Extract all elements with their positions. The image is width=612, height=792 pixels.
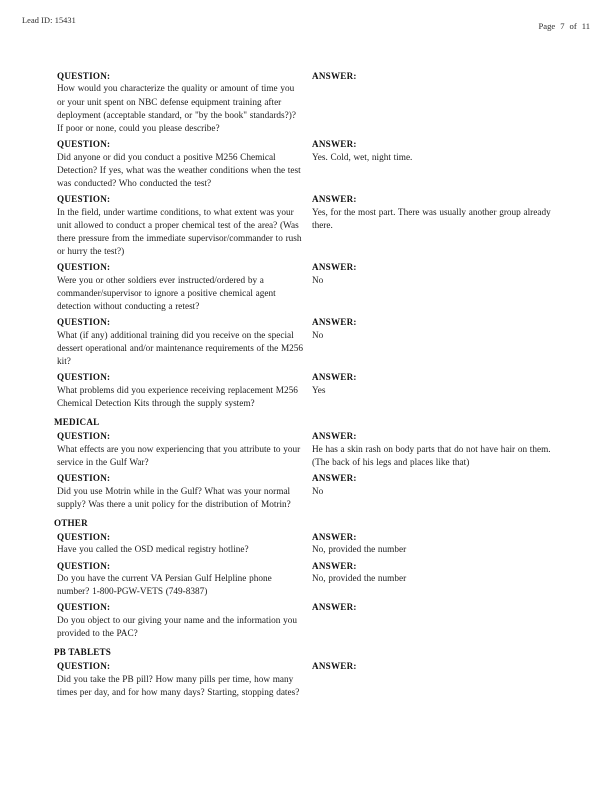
qa-row bbox=[57, 261, 557, 314]
answer-cell bbox=[312, 560, 557, 587]
answer-label: ANSWER: bbox=[312, 431, 357, 442]
answer-text: Yes, for the most part. There was usually another group already there. bbox=[312, 207, 551, 231]
answer-label: ANSWER: bbox=[312, 71, 357, 81]
question-label: QUESTION: bbox=[57, 602, 111, 613]
question-text: What (if any) additional training did you receive on the special dessert operational and/or maintenance requirements of the M256 kit? bbox=[57, 330, 304, 368]
answer-cell bbox=[312, 472, 557, 499]
question-label: QUESTION: bbox=[57, 262, 111, 273]
qa-row bbox=[57, 316, 557, 369]
answer-cell bbox=[312, 193, 557, 233]
answer-cell bbox=[312, 601, 557, 614]
question-cell bbox=[57, 472, 312, 512]
answer-cell bbox=[312, 430, 557, 470]
answer-label: ANSWER: bbox=[312, 139, 357, 150]
question-cell bbox=[57, 70, 312, 136]
question-cell bbox=[57, 193, 312, 259]
answer-text: No, provided the number bbox=[312, 545, 407, 556]
question-label: QUESTION: bbox=[57, 139, 111, 150]
page-number bbox=[539, 21, 590, 31]
answer-text: Yes bbox=[312, 385, 326, 396]
answer-label: ANSWER: bbox=[312, 560, 357, 571]
section-heading: MEDICAL bbox=[54, 417, 100, 428]
question-text: How would you characterize the quality or amount of time you or your unit spent on NBC defense equipment training after deployment (acceptable standard, or "by the book" standards?)? If poor or none, could you please describe? bbox=[57, 84, 296, 135]
questionnaire-body bbox=[54, 70, 557, 700]
answer-cell bbox=[312, 660, 557, 673]
qa-row bbox=[57, 70, 557, 136]
question-label: QUESTION: bbox=[57, 473, 111, 484]
qa-row bbox=[57, 472, 557, 512]
answer-label: ANSWER: bbox=[312, 194, 357, 205]
question-cell bbox=[57, 371, 312, 411]
question-label: QUESTION: bbox=[57, 560, 111, 571]
answer-label: ANSWER: bbox=[312, 602, 357, 613]
answer-cell bbox=[312, 138, 557, 165]
question-label: QUESTION: bbox=[57, 531, 111, 542]
question-cell bbox=[57, 531, 312, 558]
qa-row bbox=[57, 660, 557, 700]
page-number-of: of bbox=[569, 21, 577, 31]
question-text: Did you take the PB pill? How many pills per time, how many times per day, and for how many days? Starting, stopping dates? bbox=[57, 674, 300, 698]
question-label: QUESTION: bbox=[57, 71, 111, 81]
question-cell bbox=[57, 660, 312, 700]
section-heading: OTHER bbox=[54, 517, 88, 528]
answer-label: ANSWER: bbox=[312, 473, 357, 484]
question-label: QUESTION: bbox=[57, 661, 111, 672]
qa-row bbox=[57, 138, 557, 191]
question-label: QUESTION: bbox=[57, 431, 111, 442]
question-text: Did you use Motrin while in the Gulf? What was your normal supply? Was there a unit policy for the distribution of Motrin? bbox=[57, 486, 291, 510]
question-cell bbox=[57, 430, 312, 470]
qa-row bbox=[57, 560, 557, 600]
qa-row bbox=[57, 430, 557, 470]
answer-text: No bbox=[312, 486, 324, 497]
qa-row bbox=[57, 193, 557, 259]
lead-id: Lead ID: 15431 bbox=[22, 16, 76, 25]
question-label: QUESTION: bbox=[57, 317, 111, 328]
question-text: Do you have the current VA Persian Gulf Helpline phone number? 1-800-PGW-VETS (749-8387) bbox=[57, 573, 272, 598]
answer-text: Yes. Cold, wet, night time. bbox=[312, 152, 413, 163]
qa-row bbox=[57, 371, 557, 411]
question-text: What effects are you now experiencing that you attribute to your service in the Gulf War? bbox=[57, 444, 301, 468]
answer-cell bbox=[312, 531, 557, 558]
answer-label: ANSWER: bbox=[312, 372, 357, 383]
question-cell bbox=[57, 261, 312, 314]
question-label: QUESTION: bbox=[57, 194, 111, 205]
answer-cell bbox=[312, 70, 557, 83]
answer-label: ANSWER: bbox=[312, 317, 357, 328]
answer-text: No bbox=[312, 330, 324, 341]
answer-cell bbox=[312, 316, 557, 343]
question-cell bbox=[57, 601, 312, 641]
question-label: QUESTION: bbox=[57, 372, 111, 383]
question-text: In the field, under wartime conditions, to what extent was your unit allowed to conduct a proper chemical test of the area? (Was there pressure from the immediate supervisor/commander to rush or hurry the test?) bbox=[57, 207, 302, 258]
question-text: Do you object to our giving your name and the information you provided to the PAC? bbox=[57, 615, 297, 639]
qa-row bbox=[57, 531, 557, 558]
answer-text: No, provided the number bbox=[312, 573, 407, 584]
section-heading: PB TABLETS bbox=[54, 647, 112, 658]
page-header bbox=[0, 16, 612, 34]
answer-label: ANSWER: bbox=[312, 262, 357, 273]
answer-label: ANSWER: bbox=[312, 661, 357, 672]
answer-cell bbox=[312, 261, 557, 288]
question-cell bbox=[57, 560, 312, 600]
page-number-total: 11 bbox=[581, 21, 590, 31]
page-number-word: Page bbox=[538, 21, 556, 31]
question-text: What problems did you experience receiving replacement M256 Chemical Detection Kits through the supply system? bbox=[57, 385, 298, 410]
page-number-current: 7 bbox=[560, 21, 565, 31]
question-text: Were you or other soldiers ever instructed/ordered by a commander/supervisor to ignore a positive chemical agent detection without conducting a retest? bbox=[57, 275, 276, 313]
question-text: Have you called the OSD medical registry hotline? bbox=[57, 545, 249, 556]
answer-text: No bbox=[312, 275, 324, 286]
answer-text: He has a skin rash on body parts that do not have hair on them. (The back of his legs and places like that) bbox=[312, 444, 551, 468]
qa-row bbox=[57, 601, 557, 641]
question-cell bbox=[57, 138, 312, 191]
answer-cell bbox=[312, 371, 557, 398]
question-text: Did anyone or did you conduct a positive M256 Chemical Detection? If yes, what was the weather conditions when the test was conducted? Who conducted the test? bbox=[57, 152, 301, 190]
answer-label: ANSWER: bbox=[312, 531, 357, 542]
question-cell bbox=[57, 316, 312, 369]
